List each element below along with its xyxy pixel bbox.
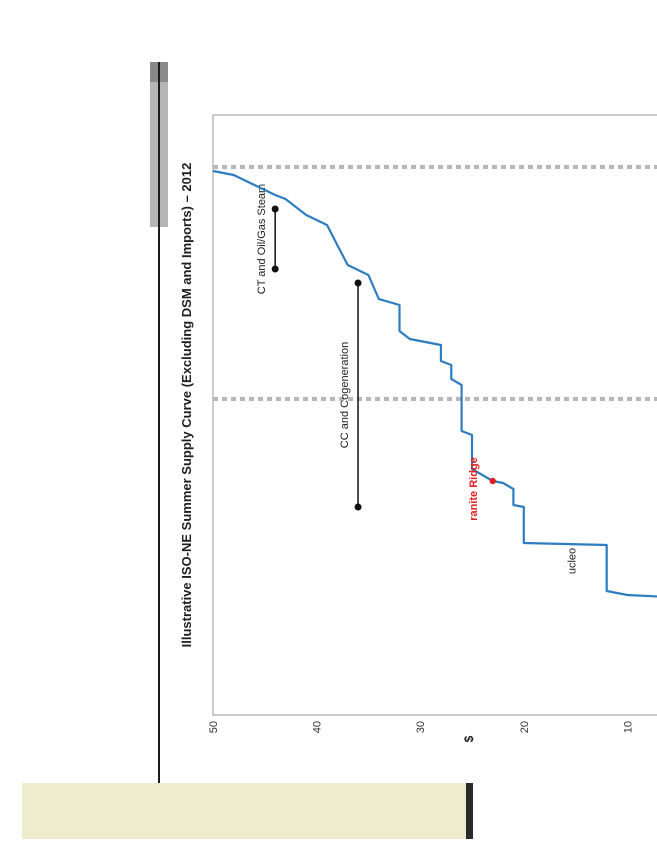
range-end-dot-2 (272, 206, 279, 213)
series-layer (213, 171, 657, 715)
range-label-1: CC and Cogeneration (339, 341, 352, 449)
annotation-label-0: ucleo (566, 547, 579, 575)
y-axis-ticks (208, 721, 634, 733)
y-tick-label-5: 50 (208, 721, 220, 734)
plot-area (208, 115, 657, 742)
range-end-dot-1 (355, 280, 362, 287)
reference-lines (213, 129, 657, 440)
supply-curve-line-0 (213, 171, 657, 715)
range-start-dot-1 (355, 504, 362, 511)
range-markers (256, 184, 657, 719)
y-tick-label-3: 30 (415, 721, 428, 734)
annotation-label-1: ranite Ridge (468, 457, 481, 521)
plot-frame (213, 115, 657, 715)
y-tick-label-4: 40 (311, 721, 324, 734)
range-label-2: CT and Oil/Gas Steam (256, 183, 269, 295)
chart-title: Illustrative ISO-NE Summer Supply Curve (Excluding DSM and Imports) – 2012 (179, 162, 194, 648)
annotation-marker-1 (490, 478, 496, 484)
y-tick-label-2: 20 (518, 721, 531, 734)
y-axis-label: $ (462, 735, 476, 743)
y-tick-label-1: 10 (622, 721, 635, 734)
range-start-dot-2 (272, 266, 279, 273)
